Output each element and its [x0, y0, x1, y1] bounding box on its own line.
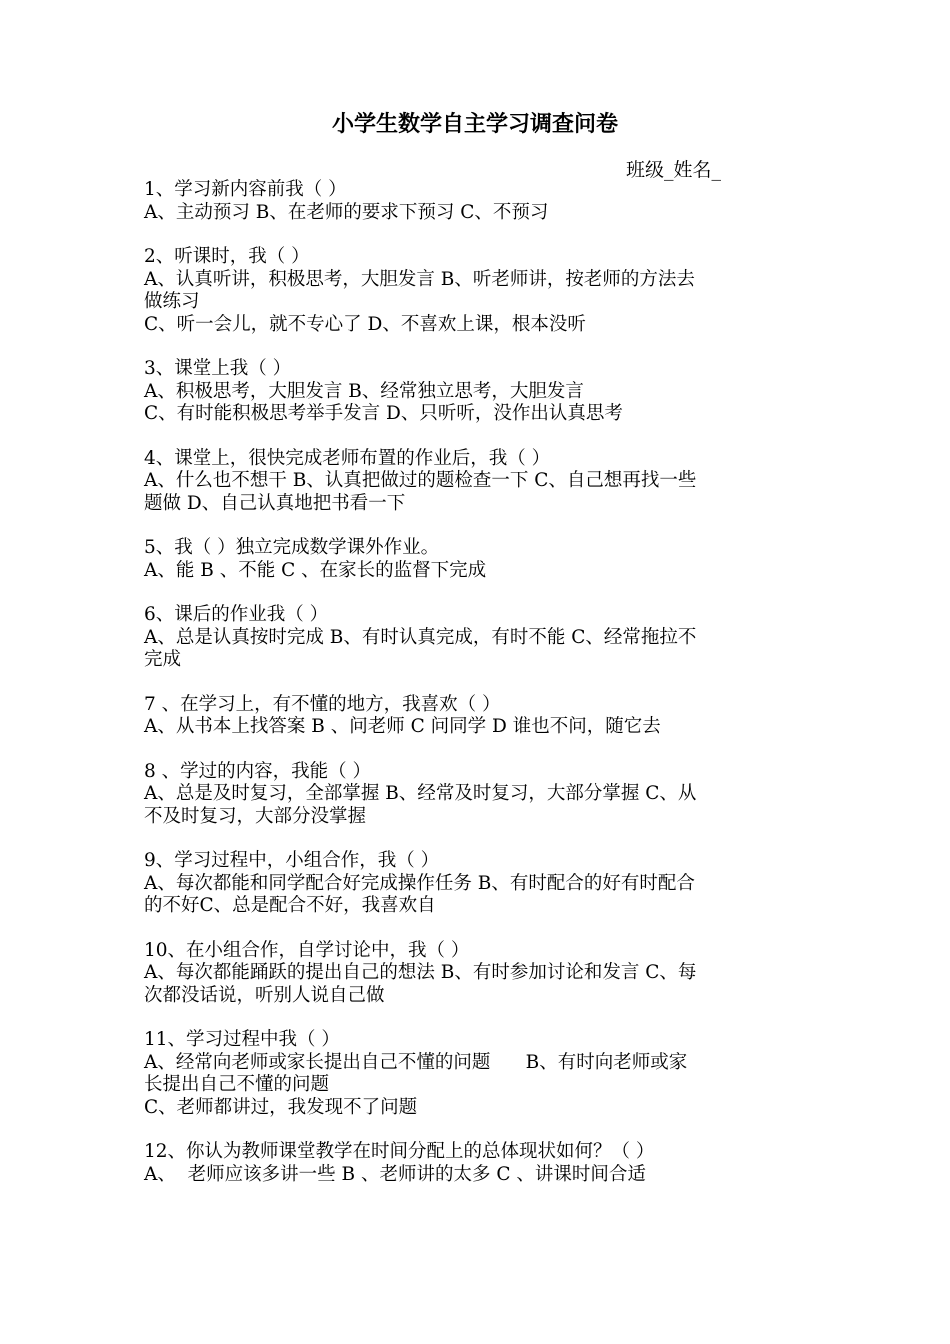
- question-text: 6、课后的作业我（ ）: [144, 604, 329, 625]
- answer-options-text: A、什么也不想干 B、认真把做过的题检查一下 C、自己想再找一些: [144, 470, 697, 491]
- question-text: 7 、在学习上，有不懂的地方，我喜欢（ ）: [144, 693, 501, 715]
- page-title: 小学生数学自主学习调查问卷: [331, 111, 618, 137]
- answer-options-text: A、认真听讲，积极思考，大胆发言 B、听老师讲，按老师的方法去: [144, 268, 695, 290]
- question-text: 12、你认为教师课堂教学在时间分配上的总体现状如何？（ ）: [144, 1141, 655, 1162]
- answer-options-text: 长提出自己不懂的问题: [144, 1074, 330, 1095]
- question-text: 10、在小组合作，自学讨论中，我（ ）: [144, 939, 470, 961]
- question-text: 2、听课时，我（ ）: [144, 246, 310, 267]
- question-block: [144, 1141, 808, 1186]
- question-block: [144, 761, 808, 829]
- answer-options-text: A、总是认真按时完成 B、有时认真完成，有时不能 C、经常拖拉不: [144, 626, 697, 648]
- answer-options-text: A、每次都能和同学配合好完成操作任务 B、有时配合的好有时配合: [144, 872, 695, 894]
- question-list: [144, 179, 808, 1208]
- question-text: 8 、学过的内容，我能（ ）: [144, 760, 372, 782]
- answer-options-text: A、总是及时复习，全部掌握 B、经常及时复习，大部分掌握 C、从: [144, 783, 697, 804]
- answer-options-text: 题做 D、自己认真地把书看一下: [144, 492, 406, 514]
- question-block: [144, 448, 808, 516]
- question-text: 5、我（ ）独立完成数学课外作业。: [144, 537, 440, 558]
- question-text: 3、课堂上我（ ）: [144, 358, 292, 379]
- question-block: [144, 179, 808, 224]
- answer-options-text: C、老师都讲过，我发现不了问题: [144, 1096, 418, 1118]
- answer-options-text: A、积极思考，大胆发言 B、经常独立思考，大胆发言: [144, 380, 584, 402]
- answer-options-text: A、经常向老师或家长提出自己不懂的问题 B、有时向老师或家: [144, 1051, 688, 1073]
- question-text: 11、学习过程中我（ ）: [144, 1029, 340, 1050]
- answer-options-text: 不及时复习，大部分没掌握: [144, 805, 367, 827]
- answer-options-text: 完成: [144, 649, 182, 670]
- question-block: [144, 246, 808, 336]
- question-block: [144, 604, 808, 672]
- class-name-line: 班级_姓名_: [626, 159, 722, 181]
- question-block: [144, 358, 808, 426]
- answer-options-text: A、能 B 、不能 C 、在家长的监督下完成: [144, 559, 487, 581]
- answer-options-text: A、 老师应该多讲一些 B 、老师讲的太多 C 、讲课时间合适: [144, 1163, 646, 1185]
- question-block: [144, 940, 808, 1008]
- answer-options-text: 的不好C、总是配合不好，我喜欢自: [144, 895, 436, 916]
- answer-options-text: 次都没话说，听别人说自己做: [144, 984, 385, 1006]
- question-text: 1、学习新内容前我（ ）: [144, 179, 347, 200]
- answer-options-text: C、听一会儿，就不专心了 D、不喜欢上课，根本没听: [144, 313, 586, 335]
- answer-options-text: 做练习: [144, 291, 200, 312]
- question-block: [144, 1029, 808, 1119]
- answer-options-text: A、从书本上找答案 B 、问老师 C 问同学 D 谁也不问，随它去: [144, 716, 661, 737]
- answer-options-text: C、有时能积极思考举手发言 D、只听听，没作出认真思考: [144, 403, 623, 424]
- question-block: [144, 850, 808, 918]
- question-text: 9、学习过程中，小组合作，我（ ）: [144, 850, 440, 871]
- question-block: [144, 537, 808, 582]
- question-block: [144, 694, 808, 739]
- question-text: 4、课堂上，很快完成老师布置的作业后，我（ ）: [144, 447, 551, 469]
- answer-options-text: A、每次都能踊跃的提出自己的想法 B、有时参加讨论和发言 C、每: [144, 962, 697, 983]
- answer-options-text: A、主动预习 B、在老师的要求下预习 C、不预习: [144, 201, 549, 223]
